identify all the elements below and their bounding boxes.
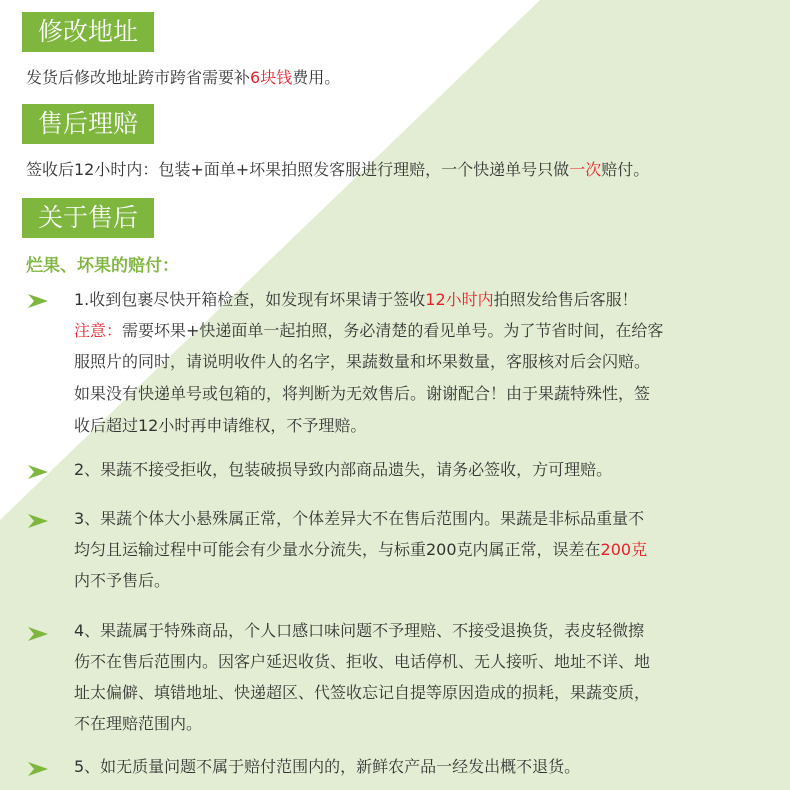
text-segment: 伤不在售后范围内。因客户延迟收货、拒收、电话停机、无人接听、地址不详、地 (74, 652, 651, 671)
text-segment: 需要坏果+快递面单一起拍照，务必清楚的看见单号。为了节省时间，在给客 (122, 321, 664, 340)
arrow-right-icon (26, 760, 50, 778)
section-subtitle: 烂果、坏果的赔付： (26, 256, 179, 276)
highlight-text: 12小时内 (425, 290, 494, 309)
text-segment: 2、果蔬不接受拒收，包装破损导致内部商品遗失，请务必签收，方可理赔。 (74, 460, 613, 479)
text-segment: 3、果蔬个体大小悬殊属正常，个体差异大不在售后范围内。果蔬是非标品重量不 (74, 509, 645, 528)
highlight-text: 一次 (569, 160, 602, 179)
text-segment: 签收后12小时内：包装+面单+坏果拍照发客服进行理赔，一个快递单号只做 (26, 160, 570, 179)
list-item-line (74, 757, 580, 777)
list-item-line (74, 352, 650, 372)
text-segment: 费用。 (292, 68, 341, 87)
text-segment: 收后超过12小时再申请维权，不予理赔。 (74, 416, 367, 435)
list-item-line (74, 652, 650, 672)
text-segment: 址太偏僻、填错地址、快递超区、代签收忘记自提等原因造成的损耗，果蔬变质， (74, 683, 651, 702)
list-item-line (74, 571, 170, 591)
list-item-line (74, 290, 638, 310)
arrow-right-icon (26, 512, 50, 530)
text-segment: 发货后修改地址跨市跨省需要补 (26, 68, 251, 87)
list-item-line (74, 540, 647, 560)
text-segment: 不在理赔范围内。 (74, 714, 203, 733)
list-item-line (74, 714, 202, 734)
list-item-line (74, 460, 612, 480)
text-segment: 拍照发给售后客服！ (493, 290, 638, 309)
list-item-line (74, 384, 650, 404)
section-header-modify-address: 修改地址 (22, 12, 154, 52)
list-item-line (74, 416, 366, 436)
text-segment: 内不予售后。 (74, 571, 171, 590)
arrow-right-icon (26, 625, 50, 643)
text-segment: 均匀且运输过程中可能会有少量水分流失，与标重200克内属正常，误差在 (74, 540, 601, 559)
arrow-right-icon (26, 463, 50, 481)
list-item-line (74, 621, 644, 641)
highlight-text: 200克 (600, 540, 648, 559)
list-item-line (74, 321, 663, 341)
highlight-text: 6块钱 (250, 68, 293, 87)
highlight-text: 注意： (74, 321, 123, 340)
list-item-line (74, 509, 644, 529)
list-item-line (74, 683, 650, 703)
section-text-after-sale-claims (26, 160, 649, 180)
section-text-modify-address (26, 68, 340, 88)
text-segment: 如果没有快递单号或包箱的，将判断为无效售后。谢谢配合！由于果蔬特殊性，签 (74, 384, 651, 403)
arrow-right-icon (26, 292, 50, 310)
text-segment: 服照片的同时，请说明收件人的名字，果蔬数量和坏果数量，客服核对后会闪赔。 (74, 352, 651, 371)
section-header-about-after-sale: 关于售后 (22, 198, 154, 238)
text-segment: 1.收到包裹尽快开箱检查，如发现有坏果请于签收 (74, 290, 426, 309)
text-segment: 5、如无质量问题不属于赔付范围内的，新鲜农产品一经发出概不退货。 (74, 757, 581, 776)
section-header-after-sale-claims: 售后理赔 (22, 104, 154, 144)
text-segment: 赔付。 (601, 160, 650, 179)
text-segment: 4、果蔬属于特殊商品，个人口感口味问题不予理赔、不接受退换货，表皮轻微擦 (74, 621, 645, 640)
